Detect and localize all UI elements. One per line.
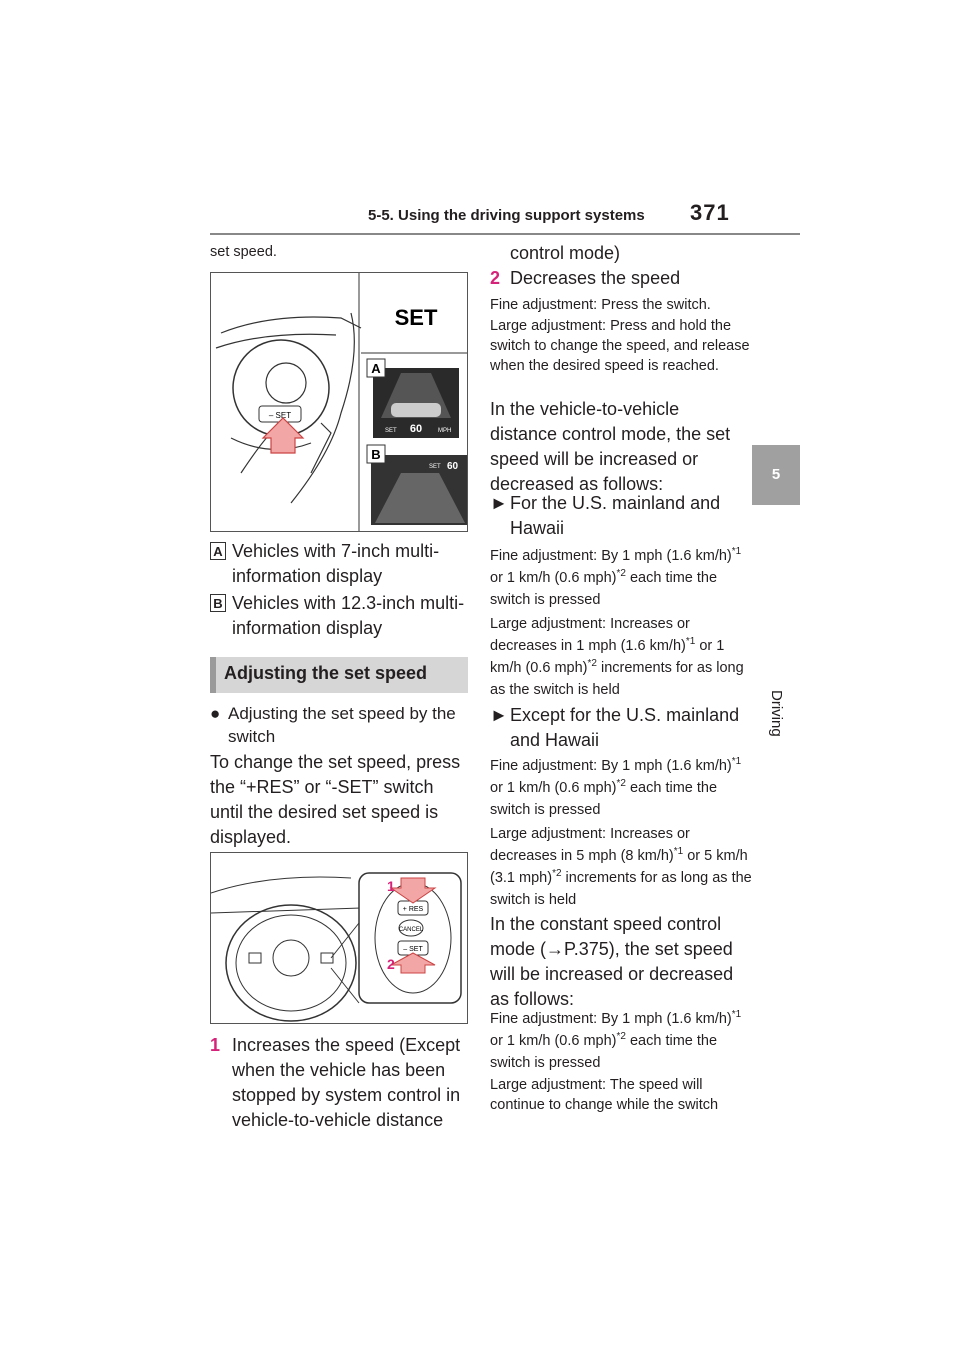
sub1-title: For the U.S. mainland and Hawaii: [510, 493, 721, 538]
switch-set-label: – SET: [268, 411, 292, 420]
bullet-icon: ●: [210, 704, 221, 723]
legend-b-text: Vehicles with 12.3-inch multi-information display: [232, 593, 465, 638]
set-switch-label: – SET: [403, 946, 423, 953]
display-b-speed: 60: [447, 461, 459, 472]
display-a-unit: MPH: [438, 428, 452, 434]
sub2-arrow-icon: ►: [490, 705, 508, 725]
page-number: 371: [690, 200, 730, 225]
switch-illustration: [211, 853, 468, 1024]
sub2-fine: Fine adjustment: By 1 mph (1.6 km/h)$^{*1}$ or 1 km/h (0.6 mph)$^{*2}$ each time the switch is pressed: [490, 756, 742, 818]
sub1-arrow-icon: ►: [490, 493, 508, 513]
sub2-title: Except for the U.S. mainland and Hawaii: [510, 705, 740, 750]
large-adjust-1: Large adjustment: Press and hold the switch to change the speed, and release when the desired speed is reached.: [490, 318, 750, 374]
sub1-fine: Fine adjustment: By 1 mph (1.6 km/h)$^{*1}$ or 1 km/h (0.6 mph)$^{*2}$ each time the switch is pressed: [490, 546, 742, 608]
header-divider: [210, 233, 800, 235]
intro-text: set speed.: [210, 244, 277, 260]
legend-badge-a: A: [210, 542, 226, 560]
steering-display-illustration: [211, 273, 468, 532]
figure-badge-b: B: [371, 447, 381, 462]
section-title: 5-5. Using the driving support systems: [368, 207, 645, 224]
figure-num-2: 2: [387, 956, 395, 972]
section-heading: Adjusting the set speed: [210, 657, 468, 693]
item-1-number: 1: [210, 1035, 221, 1055]
cancel-switch-label: CANCEL: [398, 927, 424, 933]
constant-speed-paragraph: In the constant speed control mode (→P.375), the set speed will be increased or decreased as follows:: [490, 914, 734, 1009]
sub1-large: Large adjustment: Increases or decreases in 1 mph (1.6 km/h)$^{*1}$ or 1 km/h (0.6 mph)$^{*2}$ increments for as long as the switch is held: [490, 616, 744, 698]
figure-num-1: 1: [387, 878, 395, 894]
chapter-label: Driving: [768, 690, 785, 737]
const-fine: Fine adjustment: By 1 mph (1.6 km/h)$^{*1}$ or 1 km/h (0.6 mph)$^{*2}$ each time the switch is pressed: [490, 1009, 742, 1071]
legend-badge-b: B: [210, 594, 226, 612]
chapter-tab: 5: [752, 445, 800, 505]
item-2-text: Decreases the speed: [510, 268, 681, 288]
item-1-text: Increases the speed (Except when the vehicle has been stopped by system control in vehicle-to-vehicle distance: [232, 1035, 461, 1130]
const-large: Large adjustment: The speed will continue to change while the switch: [490, 1077, 719, 1113]
res-switch-label: + RES: [402, 906, 424, 913]
figure-badge-a: A: [371, 361, 381, 376]
figure-steering-switch-display: [210, 272, 468, 532]
item-1-continued: control mode): [510, 243, 621, 263]
item-2-number: 2: [490, 268, 501, 288]
display-a-speed: 60: [409, 423, 423, 435]
legend-a-text: Vehicles with 7-inch multi-information display: [232, 541, 440, 586]
sub2-large: Large adjustment: Increases or decreases in 5 mph (8 km/h)$^{*1}$ or 5 km/h (3.1 mph)$^{*2}$ increments for as long as the switch is held: [490, 826, 752, 908]
figure-res-set-switch: [210, 852, 468, 1024]
display-b-set: SET: [429, 464, 441, 470]
fine-adjust-1: Fine adjustment: Press the switch.: [490, 297, 711, 313]
bullet-text: Adjusting the set speed by the switch: [228, 704, 456, 746]
set-speed-paragraph: To change the set speed, press the “+RES” or “-SET” switch until the desired set speed is displayed.: [210, 752, 461, 847]
display-a-set: SET: [385, 428, 397, 434]
vtv-paragraph: In the vehicle-to-vehicle distance control mode, the set speed will be increased or decreased as follows:: [490, 399, 731, 494]
display-set-label: SET: [394, 305, 438, 330]
